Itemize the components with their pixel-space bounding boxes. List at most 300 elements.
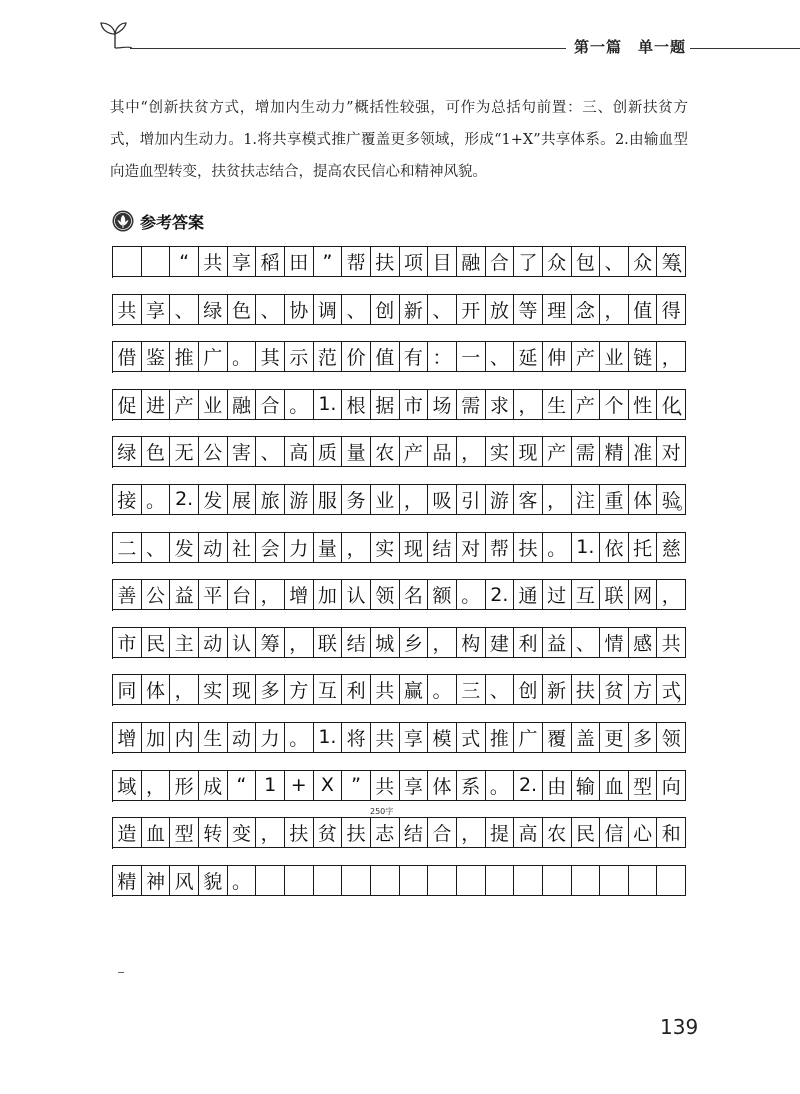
grid-cell: 方 <box>285 675 314 705</box>
grid-cell: 体 <box>428 771 457 801</box>
grid-cell: 业 <box>199 390 228 420</box>
grid-cell: 、 <box>342 295 371 325</box>
grid-cell: 体 <box>629 485 658 515</box>
grid-cell: 生 <box>543 390 572 420</box>
grid-cell: 1. <box>572 533 601 563</box>
grid-row <box>112 436 686 468</box>
grid-cell: 民 <box>142 628 171 658</box>
grid-cell: 实 <box>486 437 515 467</box>
grid-cell: ： <box>428 342 457 372</box>
grid-cell: 包 <box>572 247 601 277</box>
grid-cell: 情 <box>600 628 629 658</box>
grid-cell: 游 <box>486 485 515 515</box>
answer-grid <box>112 246 695 912</box>
grid-cell: 同 <box>113 675 142 705</box>
grid-cell: 合 <box>486 247 515 277</box>
grid-cell: 绿 <box>199 295 228 325</box>
grid-cell: 贫 <box>600 675 629 705</box>
grid-cell: ， <box>543 485 572 515</box>
grid-cell: 认 <box>228 628 257 658</box>
grid-cell <box>342 866 371 896</box>
grid-cell: 联 <box>600 580 629 610</box>
grid-cell: 共 <box>657 628 686 658</box>
grid-cell: 益 <box>170 580 199 610</box>
grid-cell: 慈 <box>657 533 686 563</box>
grid-cell: 推 <box>486 723 515 753</box>
grid-cell: 现 <box>400 533 429 563</box>
grid-cell: 输 <box>572 771 601 801</box>
grid-cell: 城 <box>371 628 400 658</box>
grid-cell: 实 <box>199 675 228 705</box>
grid-cell: 范 <box>314 342 343 372</box>
grid-cell: 动 <box>199 533 228 563</box>
grid-cell: 动 <box>199 628 228 658</box>
grid-cell <box>256 866 285 896</box>
grid-cell: 型 <box>170 818 199 848</box>
grid-cell: 推 <box>170 342 199 372</box>
grid-cell: 加 <box>314 580 343 610</box>
grid-cell: 志 <box>371 818 400 848</box>
scan-speck <box>118 972 124 973</box>
grid-cell: 信 <box>600 818 629 848</box>
grid-cell: 益 <box>543 628 572 658</box>
grid-cell: ， <box>657 342 686 372</box>
grid-cell: 验 <box>657 485 686 515</box>
grid-cell: 产 <box>170 390 199 420</box>
grid-cell <box>514 866 543 896</box>
grid-cell: 多 <box>256 675 285 705</box>
grid-cell: 田 <box>285 247 314 277</box>
grid-cell: 方 <box>629 675 658 705</box>
grid-cell: ” <box>342 771 371 801</box>
grid-cell: ， <box>256 818 285 848</box>
grid-cell: 精 <box>600 437 629 467</box>
grid-cell: 建 <box>486 628 515 658</box>
grid-cell: 。 <box>543 533 572 563</box>
grid-cell: ， <box>428 628 457 658</box>
grid-cell: 额 <box>428 580 457 610</box>
grid-cell: 品 <box>428 437 457 467</box>
grid-cell: 个 <box>600 390 629 420</box>
grid-cell: 接 <box>113 485 142 515</box>
grid-cell: 放 <box>486 295 515 325</box>
grid-cell: ， <box>400 485 429 515</box>
grid-cell: 1 <box>256 771 285 801</box>
grid-cell <box>486 866 515 896</box>
grid-cell: 社 <box>228 533 257 563</box>
grid-cell: 得 <box>657 295 686 325</box>
grid-cell: 认 <box>342 580 371 610</box>
grid-cell: 1. <box>314 723 343 753</box>
grid-row <box>112 817 686 849</box>
grid-cell: 扶 <box>572 675 601 705</box>
grid-cell: 一 <box>457 342 486 372</box>
grid-cell: 农 <box>371 437 400 467</box>
grid-cell: 结 <box>428 533 457 563</box>
grid-cell: 新 <box>400 295 429 325</box>
grid-row <box>112 341 686 373</box>
grid-row <box>112 627 686 659</box>
grid-cell: 准 <box>629 437 658 467</box>
grid-cell: 农 <box>543 818 572 848</box>
grid-cell: 现 <box>514 437 543 467</box>
grid-cell: 对 <box>657 437 686 467</box>
grid-cell: 现 <box>228 675 257 705</box>
grid-cell: ， <box>457 818 486 848</box>
grid-cell: 对 <box>457 533 486 563</box>
grid-cell: 2. <box>170 485 199 515</box>
grid-cell: 构 <box>457 628 486 658</box>
grid-cell: ， <box>342 533 371 563</box>
grid-cell: 产 <box>572 342 601 372</box>
grid-row <box>112 722 686 754</box>
grid-cell: 享 <box>400 723 429 753</box>
grid-cell: 联 <box>314 628 343 658</box>
grid-cell: 高 <box>285 437 314 467</box>
grid-cell: 。 <box>142 485 171 515</box>
grid-cell: 。 <box>285 390 314 420</box>
grid-cell <box>543 866 572 896</box>
grid-row <box>112 770 686 802</box>
grid-cell: 台 <box>228 580 257 610</box>
grid-cell: 化 <box>657 390 686 420</box>
grid-cell: 血 <box>600 771 629 801</box>
grid-cell: 协 <box>285 295 314 325</box>
grid-cell: 、 <box>600 247 629 277</box>
grid-cell: 提 <box>486 818 515 848</box>
grid-row: 接 。 2. 发 展 旅 游 服 务 业 ， 吸 引 游 客 ， 注 重 体 验 。 <box>112 484 686 516</box>
grid-cell: 模 <box>428 723 457 753</box>
grid-cell: 1. <box>314 390 343 420</box>
grid-cell: 。 <box>285 723 314 753</box>
grid-cell: 二 <box>113 533 142 563</box>
grid-cell: 乡 <box>400 628 429 658</box>
grid-cell <box>457 866 486 896</box>
grid-row: 同 体 ， 实 现 多 方 互 利 共 赢 。 三 、 创 新 扶 贫 方 式 ， <box>112 674 686 706</box>
grid-cell: 增 <box>285 580 314 610</box>
grid-cell: 三 <box>457 675 486 705</box>
grid-cell: 领 <box>657 723 686 753</box>
grid-cell: 形 <box>170 771 199 801</box>
grid-cell: 产 <box>572 390 601 420</box>
grid-cell: 覆 <box>543 723 572 753</box>
grid-cell: 合 <box>428 818 457 848</box>
grid-cell: 力 <box>256 723 285 753</box>
grid-cell: 扶 <box>514 533 543 563</box>
grid-cell: 公 <box>142 580 171 610</box>
grid-cell: 、 <box>256 437 285 467</box>
grid-cell: 盖 <box>572 723 601 753</box>
grid-row: “ 共 享 稻 田 ” 帮 扶 项 目 融 合 了 众 包 、 众 筹 、 <box>112 246 686 278</box>
grid-cell: 结 <box>400 818 429 848</box>
grid-cell: 新 <box>543 675 572 705</box>
grid-row <box>112 532 686 564</box>
grid-cell: 调 <box>314 295 343 325</box>
grid-cell: 害 <box>228 437 257 467</box>
grid-cell <box>142 247 171 277</box>
grid-cell: ， <box>256 580 285 610</box>
grid-cell: 享 <box>228 247 257 277</box>
grid-cell: 主 <box>170 628 199 658</box>
grid-row <box>112 294 686 326</box>
grid-cell: 精 <box>113 866 142 896</box>
grid-cell: 游 <box>285 485 314 515</box>
grid-cell: “ <box>228 771 257 801</box>
grid-cell: 需 <box>572 437 601 467</box>
grid-cell: 进 <box>142 390 171 420</box>
grid-cell: 内 <box>170 723 199 753</box>
grid-cell: 帮 <box>342 247 371 277</box>
grid-cell: 根 <box>342 390 371 420</box>
grid-cell: 共 <box>113 295 142 325</box>
grid-cell: 帮 <box>486 533 515 563</box>
grid-cell: 产 <box>400 437 429 467</box>
grid-cell: 通 <box>514 580 543 610</box>
grid-cell: 型 <box>629 771 658 801</box>
grid-cell: 将 <box>342 723 371 753</box>
grid-cell: ， <box>600 295 629 325</box>
grid-cell: 链 <box>629 342 658 372</box>
page-header <box>0 0 800 70</box>
grid-cell: 其 <box>256 342 285 372</box>
grid-cell: 、 <box>256 295 285 325</box>
grid-cell: 、 <box>170 295 199 325</box>
grid-row <box>112 579 686 611</box>
grid-cell: “ <box>170 247 199 277</box>
grid-cell: 向 <box>657 771 686 801</box>
grid-cell: 增 <box>113 723 142 753</box>
grid-cell: 托 <box>629 533 658 563</box>
grid-cell: 创 <box>371 295 400 325</box>
grid-row <box>112 865 686 897</box>
grid-cell: 民 <box>572 818 601 848</box>
grid-cell: 造 <box>113 818 142 848</box>
grid-cell: 无 <box>170 437 199 467</box>
grid-cell: 、 <box>142 533 171 563</box>
grid-cell: 延 <box>514 342 543 372</box>
grid-cell: 系 <box>457 771 486 801</box>
grid-cell: ， <box>142 771 171 801</box>
grid-cell: 会 <box>256 533 285 563</box>
grid-cell: 2. <box>486 580 515 610</box>
grid-cell: ， <box>457 437 486 467</box>
grid-cell: 、 <box>428 295 457 325</box>
word-count: 250字 <box>370 807 394 816</box>
grid-cell: 贫 <box>314 818 343 848</box>
grid-cell: 网 <box>629 580 658 610</box>
grid-cell: 客 <box>514 485 543 515</box>
grid-cell <box>400 866 429 896</box>
grid-cell: X <box>314 771 343 801</box>
grid-cell: 值 <box>371 342 400 372</box>
grid-cell: ， <box>657 580 686 610</box>
grid-cell: ， <box>285 628 314 658</box>
grid-cell: 式 <box>457 723 486 753</box>
grid-cell: 开 <box>457 295 486 325</box>
grid-cell: 促 <box>113 390 142 420</box>
grid-cell <box>428 866 457 896</box>
flower-badge-icon <box>112 210 134 232</box>
grid-cell: 、 <box>486 342 515 372</box>
grid-cell: 成 <box>199 771 228 801</box>
grid-cell: ” <box>314 247 343 277</box>
grid-cell: 性 <box>629 390 658 420</box>
grid-cell: 域 <box>113 771 142 801</box>
grid-cell: 量 <box>314 533 343 563</box>
page-number: 139 <box>660 1015 699 1039</box>
grid-cell: 善 <box>113 580 142 610</box>
grid-cell: 、 <box>486 675 515 705</box>
grid-cell <box>371 866 400 896</box>
intro-paragraph: 其中“创新扶贫方式，增加内生动力”概括性较强，可作为总括句前置：三、创新扶贫方式，增加内生动力。1.将共享模式推广覆盖更多领域，形成“1+X”共享体系。2.由输血型向造血型转变，扶贫扶志结合，提高农民信心和精神风貌。 <box>110 100 688 180</box>
grid-cell: 感 <box>629 628 658 658</box>
grid-cell: 稻 <box>256 247 285 277</box>
grid-cell: 众 <box>543 247 572 277</box>
grid-cell: + <box>285 771 314 801</box>
grid-cell: 动 <box>228 723 257 753</box>
grid-cell: 变 <box>228 818 257 848</box>
sprout-icon <box>98 20 132 50</box>
grid-cell: 高 <box>514 818 543 848</box>
grid-cell: 值 <box>629 295 658 325</box>
grid-cell: 力 <box>285 533 314 563</box>
grid-row: 促 进 产 业 融 合 。 1. 根 据 市 场 需 求 ， 生 产 个 性 化 、 <box>112 389 686 421</box>
grid-cell: 。 <box>486 771 515 801</box>
grid-cell: 依 <box>600 533 629 563</box>
grid-cell: 。 <box>457 580 486 610</box>
grid-cell: 利 <box>342 675 371 705</box>
grid-cell: 享 <box>400 771 429 801</box>
grid-cell: 广 <box>199 342 228 372</box>
grid-cell: 转 <box>199 818 228 848</box>
grid-cell: 血 <box>142 818 171 848</box>
grid-cell: 共 <box>371 771 400 801</box>
grid-cell: 服 <box>314 485 343 515</box>
grid-cell: 示 <box>285 342 314 372</box>
grid-cell: 价 <box>342 342 371 372</box>
grid-cell: 众 <box>629 247 658 277</box>
grid-cell: ， <box>170 675 199 705</box>
grid-cell <box>285 866 314 896</box>
grid-cell: 融 <box>457 247 486 277</box>
grid-cell <box>629 866 658 896</box>
grid-cell: 了 <box>514 247 543 277</box>
grid-cell: 展 <box>228 485 257 515</box>
grid-cell: 扶 <box>285 818 314 848</box>
grid-cell: 、 <box>572 628 601 658</box>
grid-cell: 利 <box>514 628 543 658</box>
grid-cell: 融 <box>228 390 257 420</box>
grid-cell: 加 <box>142 723 171 753</box>
grid-cell: 市 <box>400 390 429 420</box>
header-rule-left <box>130 48 566 49</box>
grid-cell: 等 <box>514 295 543 325</box>
grid-cell: 神 <box>142 866 171 896</box>
grid-cell: 鉴 <box>142 342 171 372</box>
grid-cell <box>572 866 601 896</box>
grid-cell: 产 <box>543 437 572 467</box>
grid-cell: 体 <box>142 675 171 705</box>
grid-cell: 平 <box>199 580 228 610</box>
grid-cell <box>657 866 686 896</box>
grid-cell: 求 <box>486 390 515 420</box>
grid-cell: 需 <box>457 390 486 420</box>
grid-cell: ， <box>514 390 543 420</box>
answer-heading <box>112 208 204 234</box>
grid-cell: 结 <box>342 628 371 658</box>
grid-cell: 色 <box>228 295 257 325</box>
grid-cell: 重 <box>600 485 629 515</box>
grid-cell: 伸 <box>543 342 572 372</box>
grid-cell: 据 <box>371 390 400 420</box>
grid-cell: 风 <box>170 866 199 896</box>
grid-cell: 。 <box>228 866 257 896</box>
grid-cell: 项 <box>400 247 429 277</box>
grid-cell: 扶 <box>342 818 371 848</box>
grid-cell: 市 <box>113 628 142 658</box>
grid-cell: 色 <box>142 437 171 467</box>
grid-cell: 量 <box>342 437 371 467</box>
grid-cell: 共 <box>371 723 400 753</box>
grid-cell: 广 <box>514 723 543 753</box>
grid-cell: 目 <box>428 247 457 277</box>
grid-cell: 吸 <box>428 485 457 515</box>
grid-cell: 绿 <box>113 437 142 467</box>
grid-cell <box>314 866 343 896</box>
grid-cell: 更 <box>600 723 629 753</box>
grid-cell: 注 <box>572 485 601 515</box>
grid-cell: 扶 <box>371 247 400 277</box>
grid-cell: 发 <box>170 533 199 563</box>
grid-cell: 貌 <box>199 866 228 896</box>
grid-cell <box>113 247 142 277</box>
section-label: 第一篇 单一题 <box>574 38 687 56</box>
grid-cell: 筹 <box>657 247 686 277</box>
grid-cell: 互 <box>314 675 343 705</box>
grid-cell: 。 <box>228 342 257 372</box>
grid-cell: 理 <box>543 295 572 325</box>
grid-cell: 公 <box>199 437 228 467</box>
grid-cell: 旅 <box>256 485 285 515</box>
grid-cell: 念 <box>572 295 601 325</box>
grid-cell: 式 <box>657 675 686 705</box>
grid-cell: 借 <box>113 342 142 372</box>
grid-cell: 筹 <box>256 628 285 658</box>
grid-cell: 实 <box>371 533 400 563</box>
grid-cell: 名 <box>400 580 429 610</box>
grid-cell: 发 <box>199 485 228 515</box>
grid-cell: 享 <box>142 295 171 325</box>
grid-cell: 赢 <box>400 675 429 705</box>
grid-cell <box>600 866 629 896</box>
grid-cell: 过 <box>543 580 572 610</box>
grid-cell: 共 <box>371 675 400 705</box>
grid-cell: 2. <box>514 771 543 801</box>
grid-cell: 互 <box>572 580 601 610</box>
grid-cell: 引 <box>457 485 486 515</box>
grid-cell: 心 <box>629 818 658 848</box>
answer-title: 参考答案 <box>140 212 205 232</box>
grid-cell: 有 <box>400 342 429 372</box>
grid-cell: 生 <box>199 723 228 753</box>
grid-cell: 多 <box>629 723 658 753</box>
grid-cell: 务 <box>342 485 371 515</box>
grid-cell: 业 <box>600 342 629 372</box>
grid-cell: 业 <box>371 485 400 515</box>
grid-cell: 和 <box>657 818 686 848</box>
grid-cell: 场 <box>428 390 457 420</box>
grid-cell: 由 <box>543 771 572 801</box>
